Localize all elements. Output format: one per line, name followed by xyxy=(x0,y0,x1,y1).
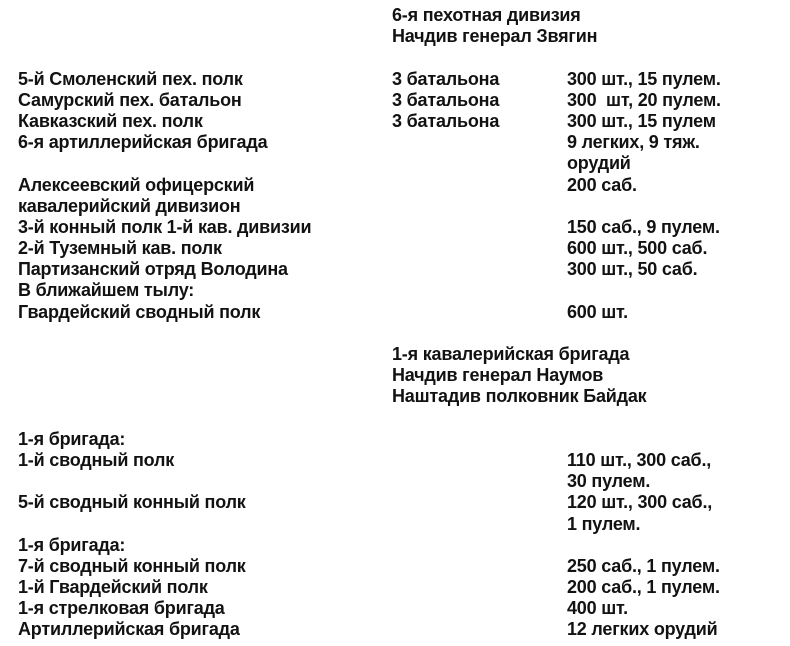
section-header-line xyxy=(0,26,790,47)
doc-line xyxy=(0,111,790,132)
section-header-line xyxy=(0,386,790,407)
strength-value: 300 шт., 15 пулем. xyxy=(567,68,721,89)
section-header-text: Начдив генерал Наумов xyxy=(392,365,604,386)
section-header-text: 1-я кавалерийская бригада xyxy=(392,344,630,364)
empty-cell xyxy=(392,196,567,217)
empty-cell xyxy=(567,280,790,301)
strength-value: 1 пулем. xyxy=(567,513,641,534)
strength-value: 600 шт., 500 саб. xyxy=(567,238,708,259)
section-header-line xyxy=(0,5,790,26)
strength-value: 600 шт. xyxy=(567,301,628,322)
strength-value: 30 пулем. xyxy=(567,471,651,492)
section-header-text: Наштадив полковник Байдак xyxy=(392,386,647,407)
empty-cell xyxy=(567,26,790,47)
empty-cell xyxy=(392,577,567,598)
group-label: 1-я бригада: xyxy=(18,534,126,555)
empty-cell xyxy=(392,429,567,450)
strength-value: 150 саб., 9 пулем. xyxy=(567,216,720,237)
empty-cell xyxy=(0,471,392,492)
group-label: В ближайшем тылу: xyxy=(18,280,195,301)
doc-line xyxy=(0,302,790,323)
strength-value: 120 шт., 300 саб., xyxy=(567,492,713,513)
empty-cell xyxy=(392,302,567,323)
strength-value: 200 саб. xyxy=(567,174,637,195)
unit-name: 6-я артиллерийская бригада xyxy=(18,132,268,153)
empty-cell xyxy=(0,386,392,407)
strength-value: 300 шт, 20 пулем. xyxy=(567,89,721,110)
empty-cell xyxy=(567,429,790,450)
doc-line xyxy=(0,259,790,280)
empty-cell xyxy=(392,280,567,301)
empty-cell xyxy=(392,153,567,174)
empty-cell xyxy=(392,259,567,280)
unit-name: Кавказский пех. полк xyxy=(18,110,203,131)
unit-name: 1-й сводный полк xyxy=(18,449,175,470)
unit-name: Гвардейский сводный полк xyxy=(18,301,261,322)
section-header-text: Начдив генерал Звягин xyxy=(392,26,598,47)
doc-line xyxy=(0,535,790,556)
doc-line xyxy=(0,598,790,619)
doc-line xyxy=(0,238,790,259)
empty-cell xyxy=(567,196,790,217)
battalion-count: 3 батальона xyxy=(392,89,500,110)
empty-cell xyxy=(392,471,567,492)
unit-name: 5-й сводный конный полк xyxy=(18,492,246,513)
strength-value: 110 шт., 300 саб., xyxy=(567,449,712,470)
empty-cell xyxy=(0,408,392,429)
unit-name: 5-й Смоленский пех. полк xyxy=(18,68,243,89)
section-header-line xyxy=(0,344,790,365)
empty-cell xyxy=(392,323,567,344)
empty-cell xyxy=(0,514,392,535)
unit-name: Алексеевский офицерский xyxy=(18,174,255,195)
strength-value: 250 саб., 1 пулем. xyxy=(567,555,720,576)
doc-line xyxy=(0,450,790,471)
unit-name: Партизанский отряд Володина xyxy=(18,259,288,280)
empty-cell xyxy=(392,556,567,577)
empty-cell xyxy=(567,47,790,68)
doc-line xyxy=(0,471,790,492)
doc-line xyxy=(0,153,790,174)
empty-cell xyxy=(0,26,392,47)
strength-value: 12 легких орудий xyxy=(567,619,718,640)
doc-line xyxy=(0,132,790,153)
doc-line xyxy=(0,556,790,577)
empty-cell xyxy=(392,175,567,196)
strength-value: 300 шт., 50 саб. xyxy=(567,259,698,280)
empty-cell xyxy=(0,153,392,174)
empty-cell xyxy=(0,323,392,344)
section-header-line xyxy=(0,365,790,386)
doc-line xyxy=(0,577,790,598)
doc-line xyxy=(0,323,790,344)
battalion-count: 3 батальона xyxy=(392,110,500,131)
strength-value: орудий xyxy=(567,153,631,174)
battalion-count: 3 батальона xyxy=(392,68,500,89)
empty-cell xyxy=(567,344,790,365)
empty-cell xyxy=(392,217,567,238)
unit-name: 1-й Гвардейский полк xyxy=(18,577,208,598)
empty-cell xyxy=(567,5,790,26)
empty-cell xyxy=(392,132,567,153)
doc-line xyxy=(0,69,790,90)
empty-cell xyxy=(392,598,567,619)
unit-name: Самурский пех. батальон xyxy=(18,89,242,110)
empty-cell xyxy=(567,365,790,386)
strength-value: 400 шт. xyxy=(567,598,628,619)
empty-cell xyxy=(567,535,790,556)
empty-cell xyxy=(392,492,567,513)
empty-cell xyxy=(392,535,567,556)
empty-cell xyxy=(0,344,392,365)
empty-cell xyxy=(392,238,567,259)
group-label: 1-я бригада: xyxy=(18,428,126,449)
empty-cell xyxy=(392,619,567,640)
strength-value: 300 шт., 15 пулем xyxy=(567,110,716,131)
empty-cell xyxy=(0,5,392,26)
doc-line xyxy=(0,217,790,238)
unit-name: Артиллерийская бригада xyxy=(18,619,240,640)
strength-value: 200 саб., 1 пулем. xyxy=(567,577,720,598)
empty-cell xyxy=(392,408,567,429)
empty-cell xyxy=(567,386,790,407)
doc-line xyxy=(0,280,790,301)
doc-line xyxy=(0,196,790,217)
strength-value: 9 легких, 9 тяж. xyxy=(567,132,700,153)
unit-name: 7-й сводный конный полк xyxy=(18,555,246,576)
doc-line xyxy=(0,175,790,196)
empty-cell xyxy=(392,514,567,535)
doc-line xyxy=(0,90,790,111)
doc-line xyxy=(0,429,790,450)
empty-cell xyxy=(392,47,567,68)
unit-name: кавалерийский дивизион xyxy=(18,195,241,216)
section-header-text: 6-я пехотная дивизия xyxy=(392,5,581,25)
empty-cell xyxy=(0,365,392,386)
doc-line xyxy=(0,619,790,640)
unit-name: 1-я стрелковая бригада xyxy=(18,598,225,619)
doc-line xyxy=(0,47,790,68)
doc-line xyxy=(0,492,790,513)
unit-name: 3-й конный полк 1-й кав. дивизии xyxy=(18,216,312,237)
doc-line xyxy=(0,514,790,535)
empty-cell xyxy=(567,323,790,344)
empty-cell xyxy=(567,408,790,429)
doc-line xyxy=(0,408,790,429)
empty-cell xyxy=(392,450,567,471)
unit-name: 2-й Туземный кав. полк xyxy=(18,238,222,259)
empty-cell xyxy=(0,47,392,68)
